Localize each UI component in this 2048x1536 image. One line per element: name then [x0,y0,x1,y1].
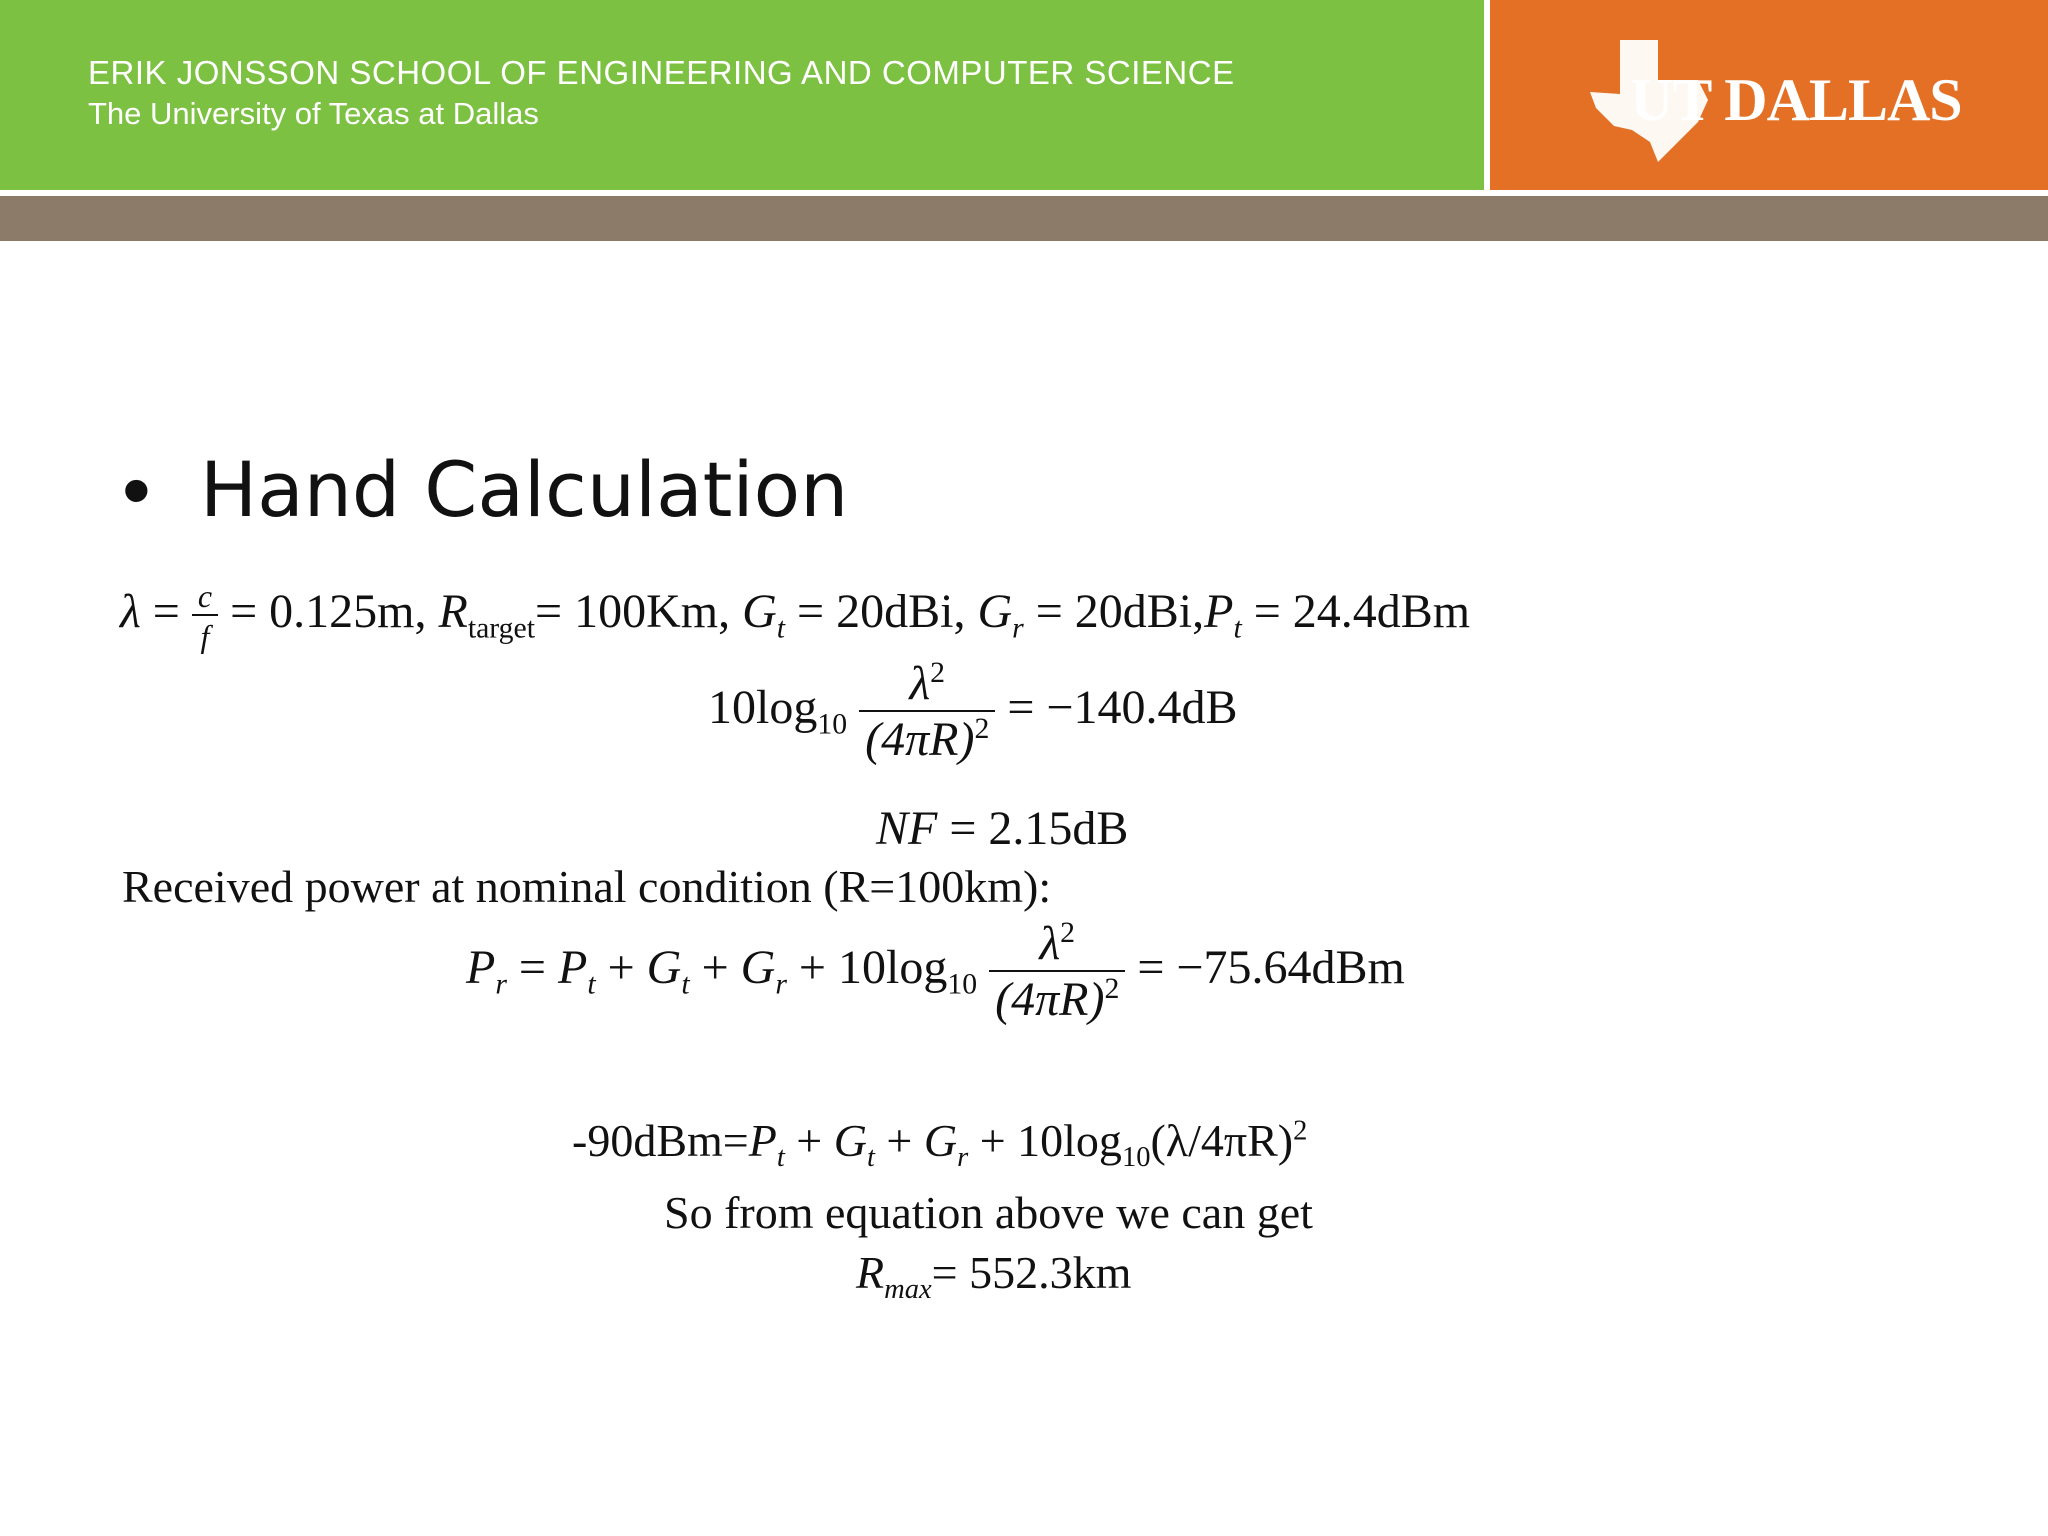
denominator: (4πR) [995,973,1105,1026]
pt-subscript: t [776,1142,785,1174]
school-name: ERIK JONSSON SCHOOL OF ENGINEERING AND COMPUTER SCIENCE [88,54,1235,91]
pt-subscript: t [587,967,596,1001]
numerator-exponent: 2 [1060,916,1076,949]
gt-symbol: G [646,941,682,995]
gr-subscript: r [775,967,787,1001]
gt-subscript: t [866,1142,875,1174]
gr-subscript: r [957,1142,969,1174]
rmax-symbol: R [856,1247,885,1298]
plus-sign: + [796,1115,823,1166]
parameters-equation [120,580,1470,652]
sensitivity-exponent: 2 [1293,1115,1308,1147]
plus-sign: + [979,1115,1006,1166]
gt-subscript: t [681,967,690,1001]
received-power-equation [466,916,1405,1026]
c-symbol: c [197,578,213,614]
rmax-subscript: max [884,1274,932,1306]
ut-dallas-logo: UT DALLAS [1630,67,1962,133]
received-power-result: = −75.64dBm [1137,941,1405,995]
pt-symbol: P [557,941,588,995]
pt-symbol: P [748,1115,777,1166]
lambda-symbol: λ [120,585,141,639]
lambda-value: = 0.125m, [230,585,427,639]
equals-sign: = [518,941,546,995]
gt-value: = 20dBi, [797,585,966,639]
log-base: 10 [817,707,848,741]
path-loss-fraction [859,656,995,766]
lambda-numerator: λ [909,657,931,710]
gr-symbol: G [923,1115,958,1166]
rmax-equation [856,1247,1132,1306]
numerator-exponent: 2 [930,656,946,689]
log-base: 10 [947,967,978,1001]
log-prefix: 10log [838,941,948,995]
plus-sign: + [886,1115,913,1166]
log-prefix: 10log [708,681,818,735]
plus-sign: + [798,941,826,995]
r-target-value: = 100Km, [535,585,731,639]
nf-value: = 2.15dB [949,802,1129,855]
header-brown-band [0,196,2048,241]
gr-subscript: r [1012,611,1024,645]
c-over-f-fraction [192,580,218,652]
r-symbol: R [438,585,468,639]
plus-sign: + [607,941,635,995]
denominator-exponent: 2 [1104,972,1120,1005]
nf-symbol: NF [876,802,938,855]
gt-symbol: G [833,1115,867,1166]
lambda-numerator: λ [1039,917,1061,970]
path-loss-fraction [989,916,1125,1026]
plus-sign: + [701,941,729,995]
gt-symbol: G [742,585,777,639]
header-green-band [0,0,1484,190]
f-symbol: f [192,614,218,652]
pr-symbol: P [466,941,496,995]
pt-value: = 24.4dBm [1253,585,1471,639]
university-name: The University of Texas at Dallas [88,96,539,131]
denominator-exponent: 2 [974,712,990,745]
gt-subscript: t [776,611,786,645]
denominator: (4πR) [865,713,975,766]
r-target-subscript: target [467,611,535,645]
rmax-value: = 552.3km [931,1247,1132,1298]
sensitivity-tail: (λ/4πR) [1150,1115,1294,1166]
received-power-label: Received power at nominal condition (R=100km): [122,861,1052,912]
sensitivity-equation [572,1115,1308,1174]
log-base: 10 [1121,1142,1151,1174]
gr-value: = 20dBi, [1035,585,1205,639]
bullet: • [122,445,151,536]
path-loss-equation [708,656,1238,766]
pt-symbol: P [1204,585,1234,639]
pt-subscript: t [1233,611,1242,645]
pr-subscript: r [495,967,507,1001]
gr-symbol: G [740,941,776,995]
gr-symbol: G [977,585,1013,639]
slide-heading: Hand Calculation [200,445,849,534]
derivation-note: So from equation above we can get [664,1187,1313,1238]
noise-figure-equation [876,802,1129,855]
equals-sign: = [152,585,180,639]
sensitivity-lhs: -90dBm= [572,1115,749,1166]
log-prefix: 10log [1017,1115,1122,1166]
path-loss-result: = −140.4dB [1007,681,1238,735]
